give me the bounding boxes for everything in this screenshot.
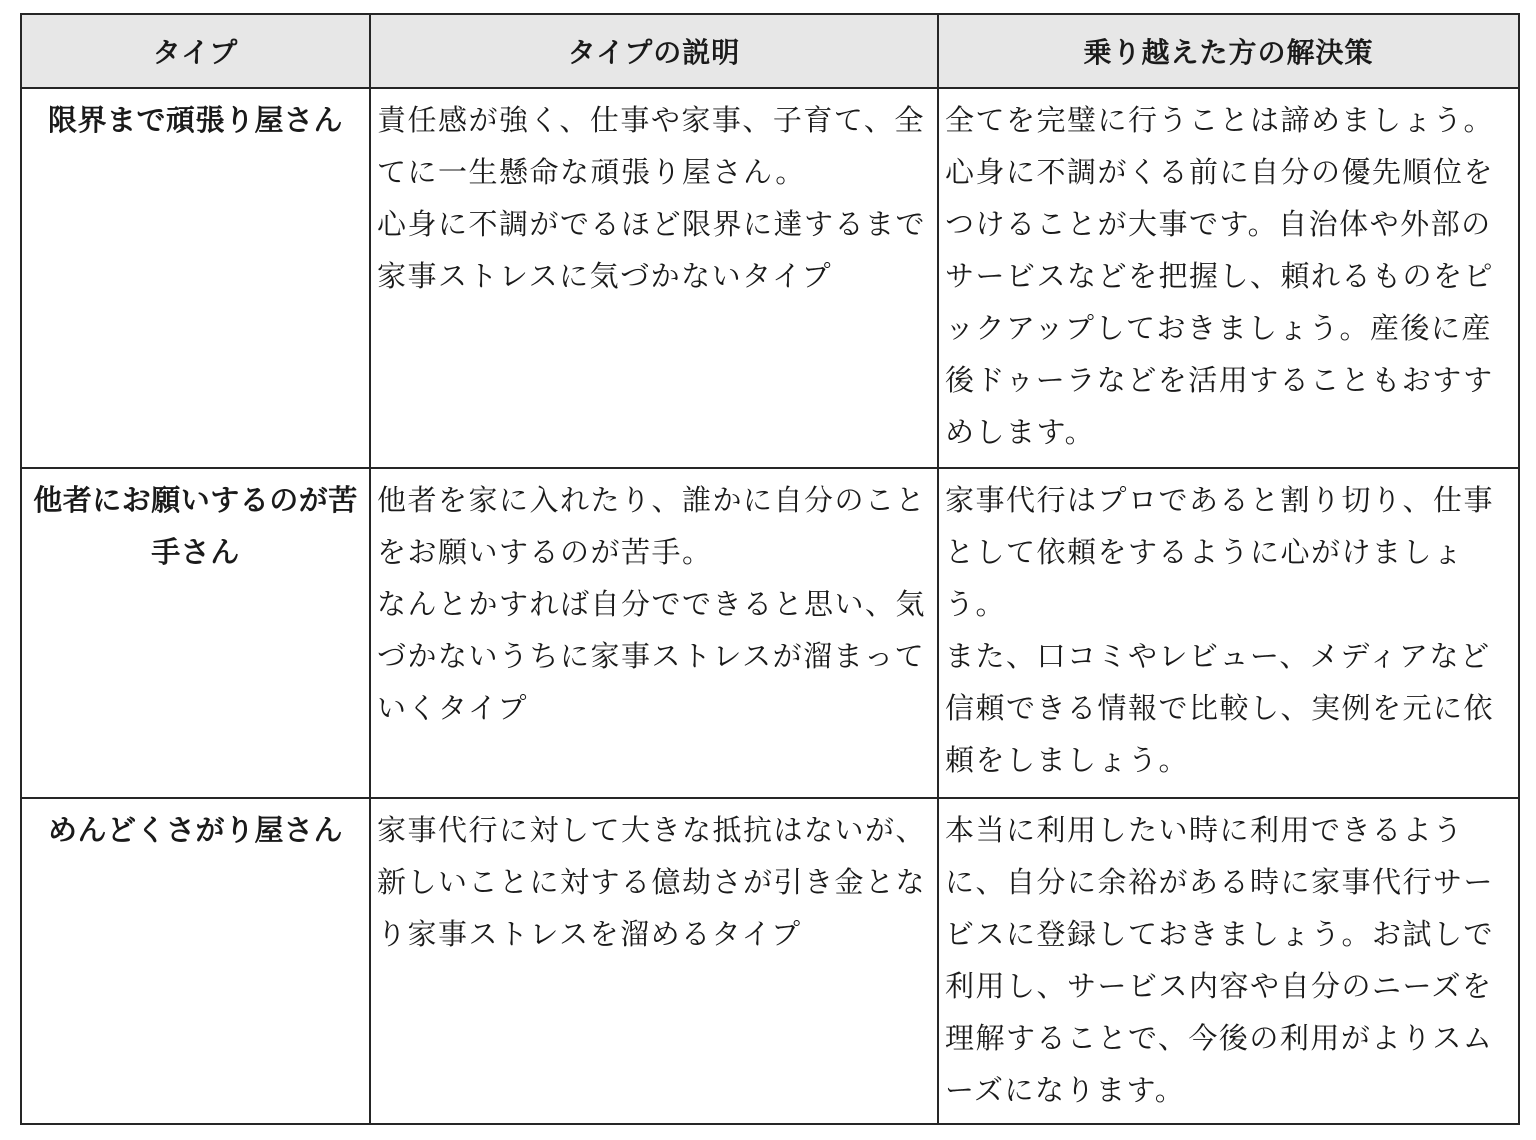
solution-paragraph: 本当に利用したい時に利用できるように、自分に余裕がある時に家事代行サービスに登録しておきましょう。お試しで利用し、サービス内容や自分のニーズを理解することで、今後の利用がよりスムーズになります。 xyxy=(945,813,1495,1107)
table-row xyxy=(21,798,1519,1124)
description-paragraph: 家事代行に対して大きな抵抗はないが、新しいことに対する億劫さが引き金となり家事ストレスを溜めるタイプ xyxy=(377,813,927,951)
solution-cell xyxy=(938,88,1519,468)
header-description: タイプの説明 xyxy=(370,14,938,88)
table-row xyxy=(21,88,1519,468)
document xyxy=(20,13,1518,1125)
description-cell xyxy=(370,88,938,468)
solution-paragraph: 全てを完璧に行うことは諦めましょう。心身に不調がくる前に自分の優先順位をつけることが大事です。自治体や外部のサービスなどを把握し、頼れるものをピックアップしておきましょう。産後に産後ドゥーラなどを活用することもおすすめします。 xyxy=(945,103,1495,449)
header-type: タイプ xyxy=(21,14,370,88)
table-header-row xyxy=(21,14,1519,88)
table-row xyxy=(21,468,1519,798)
description-paragraph: なんとかすれば自分でできると思い、気づかないうちに家事ストレスが溜まっていくタイプ xyxy=(377,587,927,725)
solution-paragraph: また、口コミやレビュー、メディアなど信頼できる情報で比較し、実例を元に依頼をしましょう。 xyxy=(945,639,1495,777)
header-solution: 乗り越えた方の解決策 xyxy=(938,14,1519,88)
stress-type-table xyxy=(20,13,1520,1125)
description-paragraph: 他者を家に入れたり、誰かに自分のことをお願いするのが苦手。 xyxy=(377,483,927,569)
type-cell: めんどくさがり屋さん xyxy=(21,798,370,1124)
description-cell xyxy=(370,798,938,1124)
description-cell xyxy=(370,468,938,798)
description-paragraph: 責任感が強く、仕事や家事、子育て、全てに一生懸命な頑張り屋さん。 xyxy=(377,103,925,189)
type-cell: 他者にお願いするのが苦手さん xyxy=(21,468,370,798)
type-cell: 限界まで頑張り屋さん xyxy=(21,88,370,468)
solution-paragraph: 家事代行はプロであると割り切り、仕事として依頼をするように心がけましょう。 xyxy=(945,483,1495,621)
solution-cell xyxy=(938,798,1519,1124)
description-paragraph: 心身に不調がでるほど限界に達するまで家事ストレスに気づかないタイプ xyxy=(377,207,927,293)
solution-cell xyxy=(938,468,1519,798)
